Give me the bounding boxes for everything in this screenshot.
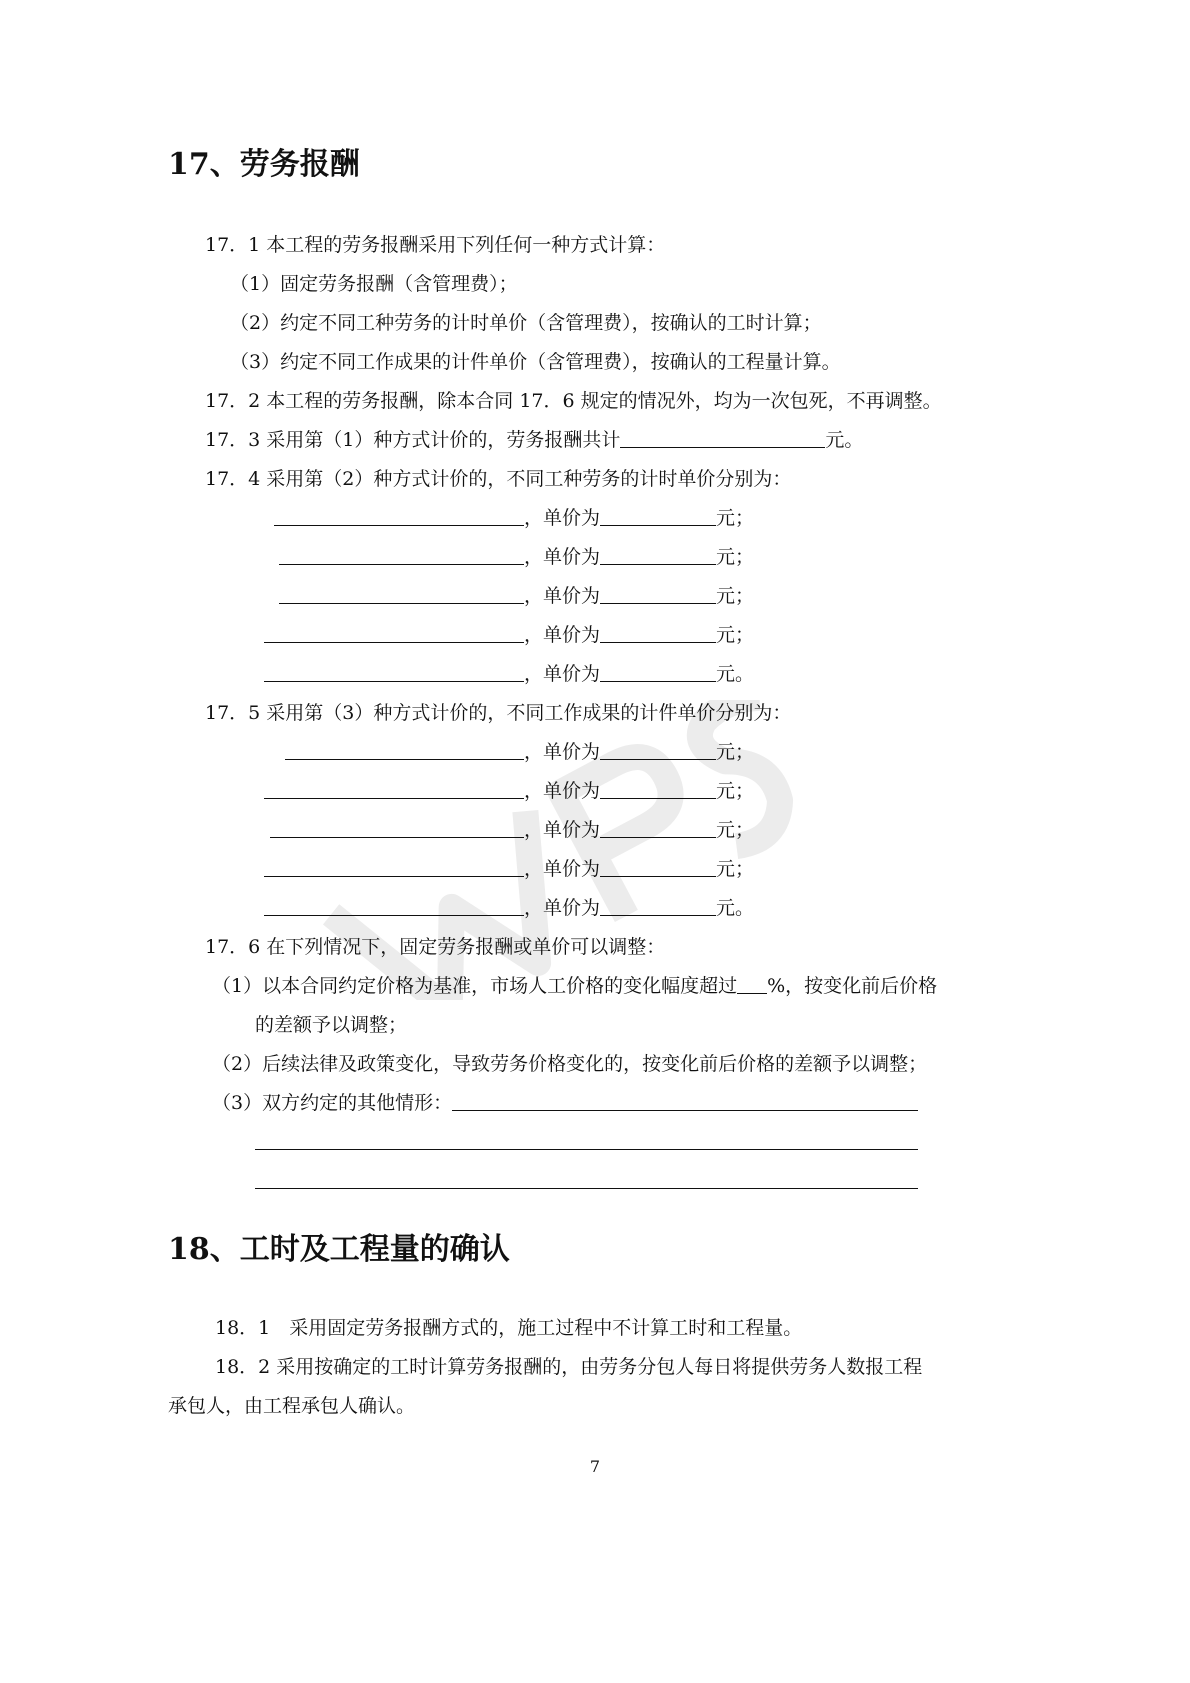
clause-17-2: 17．2 本工程的劳务报酬，除本合同 17．6 规定的情况外，均为一次包死，不再调整。 bbox=[205, 390, 942, 412]
work-result-blank[interactable] bbox=[264, 778, 524, 799]
clause-17-5: 17．5 采用第（3）种方式计价的，不同工作成果的计件单价分别为： bbox=[205, 702, 792, 724]
price-label: ，单价为 bbox=[524, 780, 601, 802]
price-label: ，单价为 bbox=[524, 858, 601, 880]
page-number: 7 bbox=[589, 1457, 601, 1476]
adjustment-3-text: （3）双方约定的其他情形： bbox=[212, 1092, 453, 1114]
hourly-rate-row bbox=[264, 622, 754, 648]
hourly-rate-row bbox=[264, 661, 754, 687]
adjustment-1-text: （1）以本合同约定价格为基准，市场人工价格的变化幅度超过 bbox=[212, 975, 738, 997]
yuan-unit: 元。 bbox=[825, 429, 864, 451]
hourly-rate-row bbox=[274, 505, 754, 531]
work-type-blank[interactable] bbox=[279, 544, 524, 565]
section-17-heading: 17、劳务报酬 bbox=[168, 147, 360, 182]
yuan-unit: 元； bbox=[716, 585, 755, 607]
other-circumstances-blank[interactable] bbox=[255, 1168, 918, 1189]
method-option-1: （1）固定劳务报酬（含管理费）； bbox=[230, 273, 518, 295]
adjustment-1-suffix: %，按变化前后价格 bbox=[767, 975, 938, 997]
clause-17-4: 17．4 采用第（2）种方式计价的，不同工种劳务的计时单价分别为： bbox=[205, 468, 792, 490]
price-blank[interactable] bbox=[600, 817, 716, 838]
total-fee-blank[interactable] bbox=[620, 427, 825, 448]
work-result-blank[interactable] bbox=[270, 817, 524, 838]
price-blank[interactable] bbox=[600, 505, 716, 526]
yuan-unit: 元； bbox=[716, 546, 755, 568]
other-circumstances-blank[interactable] bbox=[452, 1090, 918, 1111]
section-18-heading: 18、工时及工程量的确认 bbox=[168, 1232, 510, 1267]
yuan-unit: 元； bbox=[716, 507, 755, 529]
work-type-blank[interactable] bbox=[274, 505, 524, 526]
price-blank[interactable] bbox=[600, 661, 716, 682]
yuan-unit: 元。 bbox=[716, 663, 755, 685]
price-label: ，单价为 bbox=[524, 897, 601, 919]
piece-rate-row bbox=[264, 895, 754, 921]
price-blank[interactable] bbox=[600, 778, 716, 799]
work-type-blank[interactable] bbox=[264, 622, 524, 643]
work-result-blank[interactable] bbox=[285, 739, 524, 760]
yuan-unit: 元； bbox=[716, 624, 755, 646]
clause-18-1: 18．1 采用固定劳务报酬方式的，施工过程中不计算工时和工程量。 bbox=[215, 1317, 803, 1339]
piece-rate-row bbox=[264, 856, 754, 882]
adjustment-condition-3 bbox=[212, 1090, 452, 1116]
clause-17-3 bbox=[205, 427, 863, 453]
yuan-unit: 元； bbox=[716, 819, 755, 841]
hourly-rate-row bbox=[279, 544, 754, 570]
work-type-blank[interactable] bbox=[279, 583, 524, 604]
adjustment-condition-2: （2）后续法律及政策变化，导致劳务价格变化的，按变化前后价格的差额予以调整； bbox=[212, 1053, 928, 1075]
yuan-unit: 元。 bbox=[716, 897, 755, 919]
price-blank[interactable] bbox=[600, 622, 716, 643]
method-option-3: （3）约定不同工作成果的计件单价（含管理费），按确认的工程量计算。 bbox=[230, 351, 841, 373]
yuan-unit: 元； bbox=[716, 780, 755, 802]
yuan-unit: 元； bbox=[716, 741, 755, 763]
clause-17-3-text: 17．3 采用第（1）种方式计价的，劳务报酬共计 bbox=[205, 429, 621, 451]
price-blank[interactable] bbox=[600, 856, 716, 877]
percent-blank[interactable] bbox=[737, 973, 767, 994]
piece-rate-row bbox=[264, 778, 754, 804]
hourly-rate-row bbox=[279, 583, 754, 609]
piece-rate-row bbox=[285, 739, 754, 765]
work-result-blank[interactable] bbox=[264, 895, 524, 916]
price-label: ，单价为 bbox=[524, 663, 601, 685]
method-option-2: （2）约定不同工种劳务的计时单价（含管理费），按确认的工时计算； bbox=[230, 312, 822, 334]
adjustment-condition-1 bbox=[212, 973, 937, 999]
clause-18-2-continued: 承包人，由工程承包人确认。 bbox=[168, 1395, 416, 1417]
price-label: ，单价为 bbox=[524, 741, 601, 763]
price-label: ，单价为 bbox=[524, 546, 601, 568]
yuan-unit: 元； bbox=[716, 858, 755, 880]
clause-17-6: 17．6 在下列情况下，固定劳务报酬或单价可以调整： bbox=[205, 936, 666, 958]
clause-18-2: 18．2 采用按确定的工时计算劳务报酬的，由劳务分包人每日将提供劳务人数报工程 bbox=[215, 1356, 923, 1378]
price-label: ，单价为 bbox=[524, 507, 601, 529]
piece-rate-row bbox=[270, 817, 754, 843]
other-circumstances-blank[interactable] bbox=[255, 1129, 918, 1150]
price-blank[interactable] bbox=[600, 895, 716, 916]
work-result-blank[interactable] bbox=[264, 856, 524, 877]
adjustment-condition-1-continued: 的差额予以调整； bbox=[255, 1014, 408, 1036]
price-label: ，单价为 bbox=[524, 585, 601, 607]
price-label: ，单价为 bbox=[524, 624, 601, 646]
price-label: ，单价为 bbox=[524, 819, 601, 841]
price-blank[interactable] bbox=[600, 583, 716, 604]
price-blank[interactable] bbox=[600, 544, 716, 565]
price-blank[interactable] bbox=[600, 739, 716, 760]
work-type-blank[interactable] bbox=[264, 661, 524, 682]
clause-17-1: 17．1 本工程的劳务报酬采用下列任何一种方式计算： bbox=[205, 234, 666, 256]
